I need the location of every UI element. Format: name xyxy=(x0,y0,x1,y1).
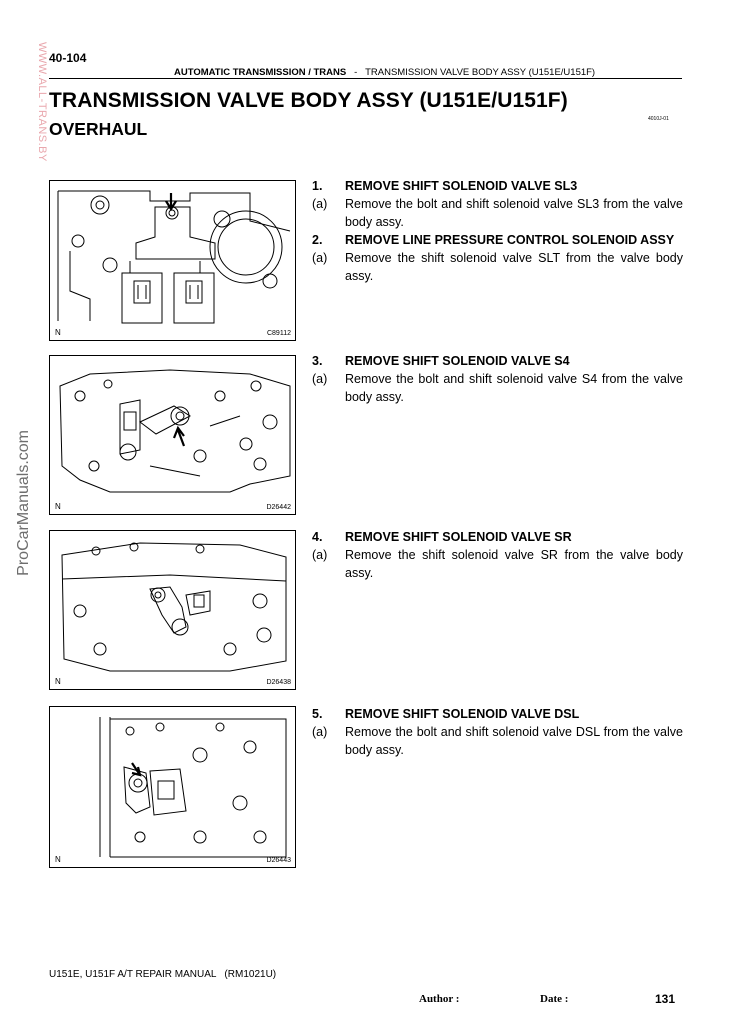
figure-1-label: N xyxy=(55,328,61,337)
step-item: 1. REMOVE SHIFT SOLENOID VALVE SL3 xyxy=(312,179,578,193)
figure-4-drawing xyxy=(50,707,296,868)
figure-4-code: D26443 xyxy=(266,857,291,864)
step-item: 3. REMOVE SHIFT SOLENOID VALVE S4 xyxy=(312,354,570,368)
figure-1-code: C89112 xyxy=(266,330,291,337)
figure-2-code: D26442 xyxy=(266,504,291,511)
watermark-top: WWW.ALL-TRANS.BY xyxy=(36,42,48,162)
footer-page-number: 131 xyxy=(655,992,676,1006)
step-block-1 xyxy=(312,177,683,285)
step-block-4 xyxy=(312,705,683,759)
figure-3-code: D26438 xyxy=(266,679,291,686)
step-item: 4. REMOVE SHIFT SOLENOID VALVE SR xyxy=(312,530,572,544)
header-rule xyxy=(49,78,682,79)
watermark-side: ProCarManuals.com xyxy=(15,430,32,576)
header-topic: TRANSMISSION VALVE BODY ASSY (U151E/U151F) xyxy=(365,67,596,78)
page-title: TRANSMISSION VALVE BODY ASSY (U151E/U151F) xyxy=(49,89,568,112)
doc-code: 4010J-01 xyxy=(648,116,669,122)
footer-date-label: Date : xyxy=(540,993,569,1005)
step-block-2 xyxy=(312,352,683,406)
page-subtitle: OVERHAUL xyxy=(49,119,148,139)
running-header xyxy=(174,67,595,78)
step-item: (a) Remove the bolt and shift solenoid valve DSL from the valve body assy. xyxy=(312,725,683,757)
page-number: 40-104 xyxy=(49,51,87,65)
step-item: (a) Remove the bolt and shift solenoid valve S4 from the valve body assy. xyxy=(312,372,683,404)
step-item: (a) Remove the shift solenoid valve SR from the valve body assy. xyxy=(312,548,683,580)
figure-2-label: N xyxy=(55,502,61,511)
figure-2 xyxy=(49,355,296,515)
figure-3 xyxy=(49,530,296,690)
figure-3-drawing xyxy=(50,531,296,690)
step-item: (a) Remove the shift solenoid valve SLT from the valve body assy. xyxy=(312,251,683,283)
figure-2-drawing xyxy=(50,356,296,515)
figure-1 xyxy=(49,180,296,341)
footer-author-label: Author : xyxy=(419,993,460,1005)
figure-4-label: N xyxy=(55,855,61,864)
header-section: AUTOMATIC TRANSMISSION / TRANS xyxy=(174,67,347,78)
step-item: 2. REMOVE LINE PRESSURE CONTROL SOLENOID ASSY xyxy=(312,233,675,247)
step-item: 5. REMOVE SHIFT SOLENOID VALVE DSL xyxy=(312,707,580,721)
figure-1-drawing xyxy=(50,181,296,341)
step-block-3 xyxy=(312,528,683,582)
header-separator: - xyxy=(354,67,358,78)
step-item: (a) Remove the bolt and shift solenoid valve SL3 from the valve body assy. xyxy=(312,197,683,229)
figure-4 xyxy=(49,706,296,868)
figure-3-label: N xyxy=(55,677,61,686)
footer-manual: U151E, U151F A/T REPAIR MANUAL (RM1021U) xyxy=(49,969,277,980)
